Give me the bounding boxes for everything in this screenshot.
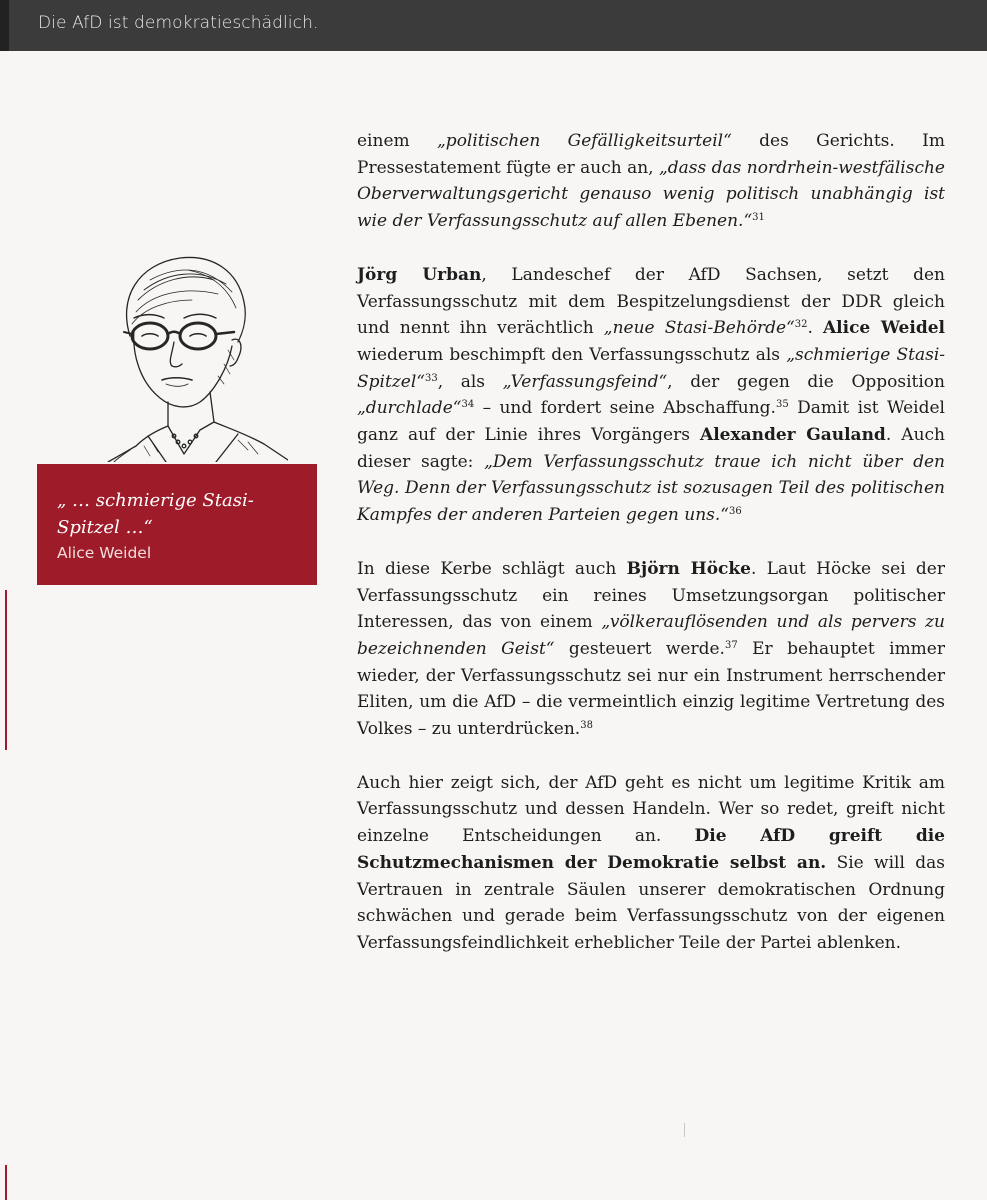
- text-run: einem: [357, 131, 437, 151]
- bold-text: Jörg Urban: [357, 264, 482, 285]
- paragraph: [357, 770, 945, 957]
- text-run: , Landeschef der AfD Sachsen, setzt den Verfassungsschutz mit dem Bespitzelungsdienst der DDR gleich und nennt ihn verächtlich: [357, 264, 946, 339]
- italic-quote: „politischen Gefälligkeitsurteil“: [437, 131, 732, 151]
- footnote-ref: 34: [461, 399, 475, 411]
- portrait-illustration: [88, 250, 288, 462]
- text-run: Er behauptet immer wieder, der Verfassungsschutz sei nur ein Instrument herrschender Eliten, um die AfD – die vermeintlich einzig legitime Vertretung des Volkes – zu unterdrücken.: [357, 638, 945, 740]
- text-run: , als: [437, 371, 503, 392]
- footnote-ref: 35: [775, 399, 789, 411]
- footnote-ref: 36: [729, 506, 742, 518]
- text-run: Auch hier zeigt sich, der AfD geht es nicht um legitime Kritik am Verfassungsschutz und dessen Handeln. Wer so redet, greift nicht einzelne Entscheidungen an.: [357, 772, 945, 847]
- text-run: In diese Kerbe schlägt auch: [357, 558, 627, 579]
- header-edge: [0, 0, 9, 51]
- paragraph: [357, 262, 945, 529]
- text-run: wiederum beschimpft den Verfassungsschutz als: [357, 344, 787, 365]
- bold-text: Björn Höcke: [626, 558, 751, 579]
- bold-text: Alice Weidel: [822, 318, 945, 339]
- italic-quote: „Dem Verfassungsschutz traue ich nicht über den Weg. Denn der Verfassungsschutz ist sozusagen Teil des politischen Kampfes der anderen Parteien gegen uns.“: [357, 451, 945, 526]
- text-run: – und fordert seine Abschaffung.: [474, 398, 776, 419]
- bold-text: Die AfD greift die Schutzmechanismen der Demokratie selbst an.: [357, 826, 945, 873]
- footnote-ref: 31: [752, 212, 765, 224]
- italic-quote: „völkerauflösenden und als pervers zu bezeichnenden Geist“: [357, 612, 945, 659]
- text-run: gesteuert werde.: [554, 638, 725, 659]
- text-run: Damit ist Weidel ganz auf der Linie ihres Vorgängers: [357, 398, 945, 446]
- footnote-ref: 37: [724, 639, 738, 651]
- left-accent-rule: [5, 590, 7, 750]
- paragraph: [357, 556, 945, 743]
- text-run: Sie will das Vertrauen in zentrale Säulen unserer demokratischen Ordnung schwächen und gerade beim Verfassungsschutz von der eigenen Verfassungsfeindlichkeit erheblicher Teile der Partei ablenken.: [357, 852, 945, 953]
- paragraph: [357, 128, 945, 235]
- article-body: [357, 128, 945, 957]
- italic-quote: „Verfassungsfeind“: [502, 371, 668, 392]
- text-run: , der gegen die Opposition: [667, 371, 945, 392]
- pull-quote-author: Alice Weidel: [57, 544, 152, 562]
- text-run: . Auch dieser sagte:: [357, 425, 945, 472]
- footnote-ref: 32: [794, 319, 808, 331]
- italic-quote: „dass das nordrhein-westfälische Oberverwaltungsgericht genauso wenig politisch unabhängig ist wie der Verfassungsschutz auf allen Ebenen.“: [357, 157, 945, 232]
- italic-quote: „neue Stasi-Behörde“: [603, 318, 795, 339]
- pull-quote-text: „ … schmierige Stasi-Spitzel …“: [57, 490, 254, 538]
- text-run: .: [807, 318, 823, 339]
- bold-text: Alexander Gauland: [700, 425, 886, 446]
- italic-quote: „schmierige Stasi-Spitzel“: [357, 344, 946, 392]
- page-title: Die AfD ist demokratieschädlich.: [38, 13, 319, 33]
- italic-quote: „durchlade“: [357, 398, 462, 419]
- text-run: des Gerichts. Im Pressestatement fügte er auch an,: [357, 131, 945, 178]
- footnote-ref: 38: [580, 720, 593, 732]
- left-accent-rule-bottom: [5, 1165, 7, 1200]
- footnote-ref: 33: [424, 372, 438, 384]
- page-mark: [684, 1123, 685, 1137]
- text-run: . Laut Höcke sei der Verfassungsschutz ein reines Umsetzungsorgan politischer Interessen, das von einem: [357, 558, 945, 633]
